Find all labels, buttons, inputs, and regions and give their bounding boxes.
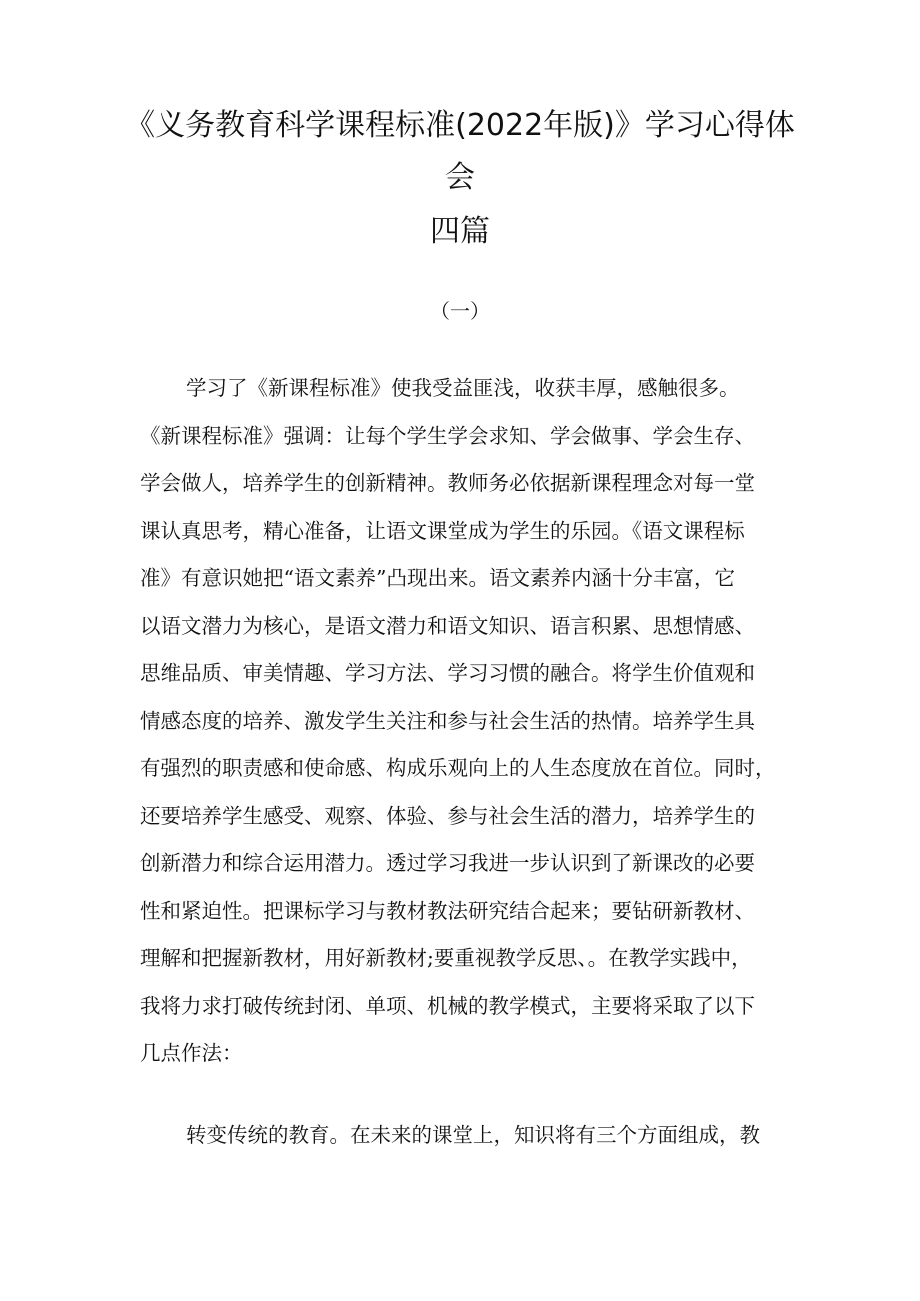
- paragraph-line: 我将力求打破传统封闭、单项、机械的教学模式，主要将采取了以下: [140, 993, 755, 1018]
- paragraph-line: 有强烈的职责感和使命感、构成乐观向上的人生态度放在首位。同时，: [140, 756, 776, 780]
- paragraph-line: 思维品质、审美情趣、学习方法、学习习惯的融合。将学生价值观和: [140, 661, 755, 685]
- document-title-line-2: 会: [445, 160, 475, 195]
- paragraph-line: 还要培养学生感受、观察、体验、参与社会生活的潜力，培养学生的: [140, 803, 755, 828]
- paragraph-line: 课认真思考，精心准备，让语文课堂成为学生的乐园。《语文课程标: [140, 518, 745, 543]
- paragraph-2: [140, 1112, 790, 1160]
- paragraph-line: 理解和把握新教材，用好新教材;要重视教学反思、。在教学实践中，: [140, 946, 752, 970]
- paragraph-line: 性和紧迫性。把课标学习与教材教法研究结合起来；要钻研新教材、: [140, 898, 755, 923]
- paragraph-line: 学习了《新课程标准》使我受益匪浅，收获丰厚，感触很多。: [186, 376, 740, 400]
- paragraph-1: [140, 365, 790, 1078]
- paragraph-line: 《新课程标准》强调：让每个学生学会求知、学会做事、学会生存、: [140, 423, 755, 448]
- paragraph-line: 情感态度的培养、激发学生关注和参与社会生活的热情。培养学生具: [140, 708, 755, 733]
- document-title-line-1: 《义务教育科学课程标准(2022年版)》学习心得体: [125, 108, 795, 143]
- paragraph-line: 以语文潜力为核心，是语文潜力和语文知识、语言积累、思想情感、: [140, 613, 755, 638]
- paragraph-line: 创新潜力和综合运用潜力。透过学习我进一步认识到了新课改的必要: [140, 851, 755, 875]
- document-title-line-3: 四篇: [430, 214, 490, 249]
- paragraph-line: 学会做人，培养学生的创新精神。教师务必依据新课程理念对每一堂: [140, 471, 755, 495]
- paragraph-line: 转变传统的教育。在未来的课堂上，知识将有三个方面组成，教: [186, 1123, 760, 1147]
- section-label: （一）: [430, 299, 490, 323]
- paragraph-line: 几点作法：: [140, 1041, 243, 1065]
- paragraph-line: 准》有意识她把“语文素养”凸现出来。语文素养内涵十分丰富，它: [140, 566, 735, 590]
